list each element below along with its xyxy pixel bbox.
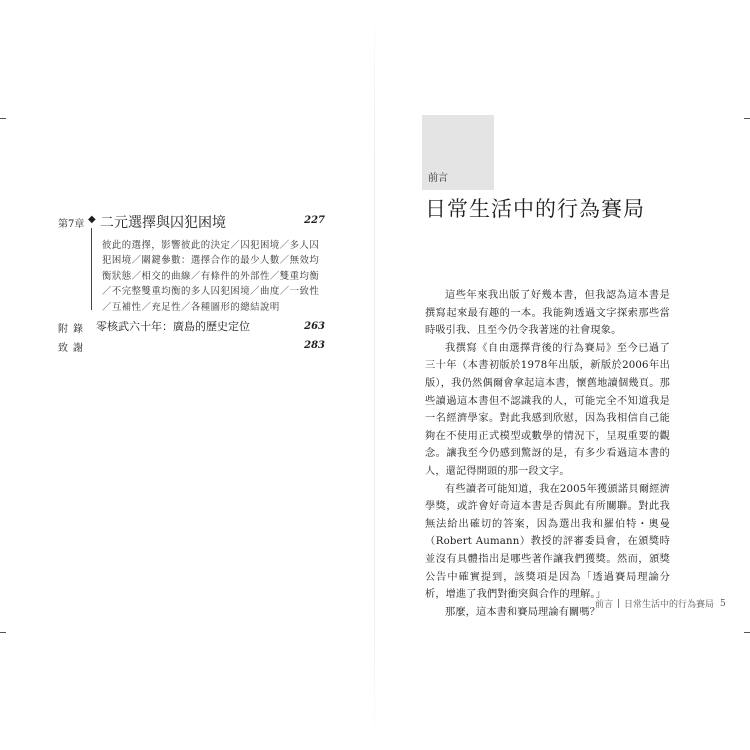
toc-appendix-label: 附錄: [58, 324, 88, 335]
right-page: [375, 0, 750, 750]
paragraph: 這些年來我出版了好幾本書，但我認為這本書是撰寫起來最有趣的一本。我能夠透過文字探索那些當時吸引我、且至今仍令我著迷的社會現象。: [425, 290, 670, 337]
toc-chapter-label: 第7章: [58, 219, 85, 230]
footer-section: 前言: [595, 600, 614, 610]
preface-body: [425, 287, 670, 621]
paragraph: 那麼，這本書和賽局理論有關嗎？: [445, 606, 601, 618]
toc-appendix-title: 零核武六十年：廣島的歷史定位: [96, 320, 250, 333]
footer-divider: [618, 599, 619, 608]
toc-entry-acknowledgments: [58, 337, 325, 353]
preface-label: 前言: [428, 173, 448, 184]
toc-subsections: 彼此的選擇，影響彼此的決定／囚犯困境／多人囚犯困境／關鍵參數：選擇合作的最少人數／無效均衡狀態／相交的曲線／有條件的外部性／雙重均衡／不完整雙重均衡的多人囚犯困境／曲度／一致性／互補性／充足性／各種圖形的總結說明: [102, 240, 320, 313]
toc-appendix-page: 263: [304, 321, 325, 332]
toc-entry-chapter-7: [58, 212, 325, 313]
toc-chapter-page: 227: [304, 215, 325, 226]
chapter-title: 日常生活中的行為賽局: [425, 197, 645, 221]
toc-acknowledgments-page: 283: [304, 340, 325, 351]
paragraph: 有些讀者可能知道，我在2005年獲頒諾貝爾經濟學獎，或許會好奇這本書是否與此有所關聯。對此我無法給出確切的答案，因為選出我和羅伯特・奧曼（Robert Aumann）教授的評審委員會，在頒獎時並沒有具體指出是哪些著作讓我們獲獎。然而，頒獎公告中確實提到，該獎項是因為「透過賽局理論分析，增進了我們對衝突與合作的理解。」: [425, 483, 670, 601]
page-number: 5: [720, 598, 726, 609]
toc-acknowledgments-label: 致謝: [58, 343, 88, 354]
toc-chapter-title: 二元選擇與囚犯困境: [100, 215, 226, 231]
toc-vertical-rule: [91, 228, 92, 310]
diamond-bullet-icon: ◆: [88, 214, 96, 225]
preface-label-box: [422, 115, 494, 190]
margin-tick-right: [744, 118, 750, 119]
footer-title: 日常生活中的行為賽局: [624, 600, 715, 610]
toc-entry-appendix: [58, 318, 325, 334]
margin-tick-left: [0, 118, 6, 119]
paragraph: 我撰寫《自由選擇背後的行為賽局》至今已過了三十年（本書初版於1978年出版，新版於2006年出版），我仍然偶爾會拿起這本書，懷舊地讀個幾頁。那些讀過這本書但不認識我的人，可能完全不知道我是一名經濟學家。對此我感到欣慰，因為我相信自己能夠在不使用正式模型或數學的情況下，呈現重要的觀念。讓我至今仍感到驚訝的是，有多少看過這本書的人，還記得開頭的那一段文字。: [425, 342, 670, 477]
margin-tick-right-bottom: [744, 632, 750, 633]
running-footer: [595, 597, 726, 610]
margin-tick-left-bottom: [0, 632, 6, 633]
